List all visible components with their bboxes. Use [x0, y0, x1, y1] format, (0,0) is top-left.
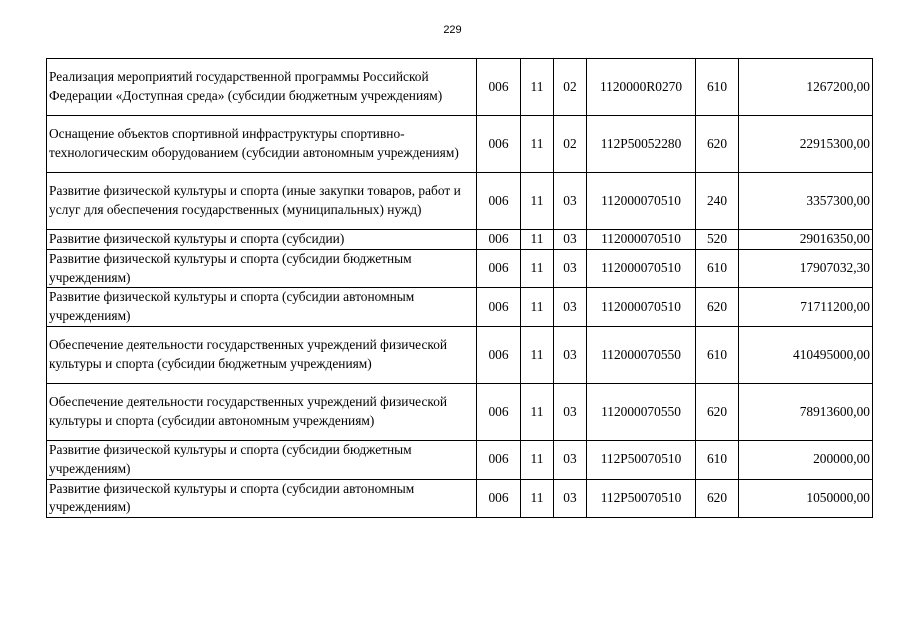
amount-cell: 71711200,00 [739, 288, 873, 327]
section-code-cell: 11 [521, 116, 554, 173]
amount-cell: 3357300,00 [739, 173, 873, 230]
row-name-cell: Развитие физической культуры и спорта (субсидии бюджетным учреждениям) [47, 440, 477, 479]
section-code-cell: 11 [521, 59, 554, 116]
subsection-code-cell: 02 [554, 116, 587, 173]
ministry-code-cell: 006 [477, 249, 521, 288]
amount-cell: 410495000,00 [739, 326, 873, 383]
row-name-cell: Обеспечение деятельности государственных учреждений физической культуры и спорта (субсидии автономным учреждениям) [47, 383, 477, 440]
row-name-cell: Обеспечение деятельности государственных учреждений физической культуры и спорта (субсидии бюджетным учреждениям) [47, 326, 477, 383]
row-name-cell: Оснащение объектов спортивной инфраструктуры спортивно-технологическим оборудованием (субсидии автономным учреждениям) [47, 116, 477, 173]
ministry-code-cell: 006 [477, 288, 521, 327]
expense-type-cell: 620 [696, 479, 739, 518]
table-row [47, 326, 873, 383]
table-row [47, 383, 873, 440]
table-row [47, 173, 873, 230]
section-code-cell: 11 [521, 440, 554, 479]
table-row [47, 479, 873, 518]
row-name-cell: Развитие физической культуры и спорта (субсидии бюджетным учреждениям) [47, 249, 477, 288]
target-article-cell: 1120000R0270 [587, 59, 696, 116]
subsection-code-cell: 03 [554, 383, 587, 440]
amount-cell: 17907032,30 [739, 249, 873, 288]
expense-type-cell: 610 [696, 440, 739, 479]
ministry-code-cell: 006 [477, 440, 521, 479]
amount-cell: 200000,00 [739, 440, 873, 479]
table-row [47, 59, 873, 116]
expense-type-cell: 520 [696, 230, 739, 250]
section-code-cell: 11 [521, 230, 554, 250]
amount-cell: 29016350,00 [739, 230, 873, 250]
section-code-cell: 11 [521, 173, 554, 230]
expense-type-cell: 610 [696, 59, 739, 116]
ministry-code-cell: 006 [477, 230, 521, 250]
ministry-code-cell: 006 [477, 326, 521, 383]
expense-type-cell: 610 [696, 326, 739, 383]
page-number: 229 [443, 24, 462, 36]
table-row [47, 440, 873, 479]
subsection-code-cell: 03 [554, 288, 587, 327]
row-name-cell: Развитие физической культуры и спорта (субсидии автономным учреждениям) [47, 479, 477, 518]
target-article-cell: 112000070510 [587, 230, 696, 250]
subsection-code-cell: 03 [554, 173, 587, 230]
ministry-code-cell: 006 [477, 116, 521, 173]
amount-cell: 1050000,00 [739, 479, 873, 518]
target-article-cell: 112000070510 [587, 288, 696, 327]
table-row [47, 116, 873, 173]
subsection-code-cell: 03 [554, 249, 587, 288]
ministry-code-cell: 006 [477, 479, 521, 518]
section-code-cell: 11 [521, 288, 554, 327]
ministry-code-cell: 006 [477, 383, 521, 440]
target-article-cell: 112P50070510 [587, 440, 696, 479]
expense-type-cell: 620 [696, 288, 739, 327]
section-code-cell: 11 [521, 383, 554, 440]
target-article-cell: 112P50070510 [587, 479, 696, 518]
section-code-cell: 11 [521, 479, 554, 518]
expense-type-cell: 240 [696, 173, 739, 230]
target-article-cell: 112P50052280 [587, 116, 696, 173]
table-row [47, 288, 873, 327]
row-name-cell: Реализация мероприятий государственной программы Российской Федерации «Доступная среда» (субсидии бюджетным учреждениям) [47, 59, 477, 116]
ministry-code-cell: 006 [477, 173, 521, 230]
row-name-cell: Развитие физической культуры и спорта (субсидии) [47, 230, 477, 250]
section-code-cell: 11 [521, 326, 554, 383]
subsection-code-cell: 03 [554, 479, 587, 518]
amount-cell: 1267200,00 [739, 59, 873, 116]
subsection-code-cell: 02 [554, 59, 587, 116]
row-name-cell: Развитие физической культуры и спорта (иные закупки товаров, работ и услуг для обеспечения государственных (муниципальных) нужд) [47, 173, 477, 230]
table-row [47, 230, 873, 250]
table-body [47, 59, 873, 518]
ministry-code-cell: 006 [477, 59, 521, 116]
row-name-cell: Развитие физической культуры и спорта (субсидии автономным учреждениям) [47, 288, 477, 327]
target-article-cell: 112000070510 [587, 249, 696, 288]
expense-type-cell: 620 [696, 383, 739, 440]
expense-type-cell: 620 [696, 116, 739, 173]
expense-type-cell: 610 [696, 249, 739, 288]
amount-cell: 22915300,00 [739, 116, 873, 173]
subsection-code-cell: 03 [554, 230, 587, 250]
target-article-cell: 112000070550 [587, 326, 696, 383]
amount-cell: 78913600,00 [739, 383, 873, 440]
table-row [47, 249, 873, 288]
target-article-cell: 112000070510 [587, 173, 696, 230]
budget-table [46, 58, 873, 518]
subsection-code-cell: 03 [554, 440, 587, 479]
target-article-cell: 112000070550 [587, 383, 696, 440]
subsection-code-cell: 03 [554, 326, 587, 383]
section-code-cell: 11 [521, 249, 554, 288]
